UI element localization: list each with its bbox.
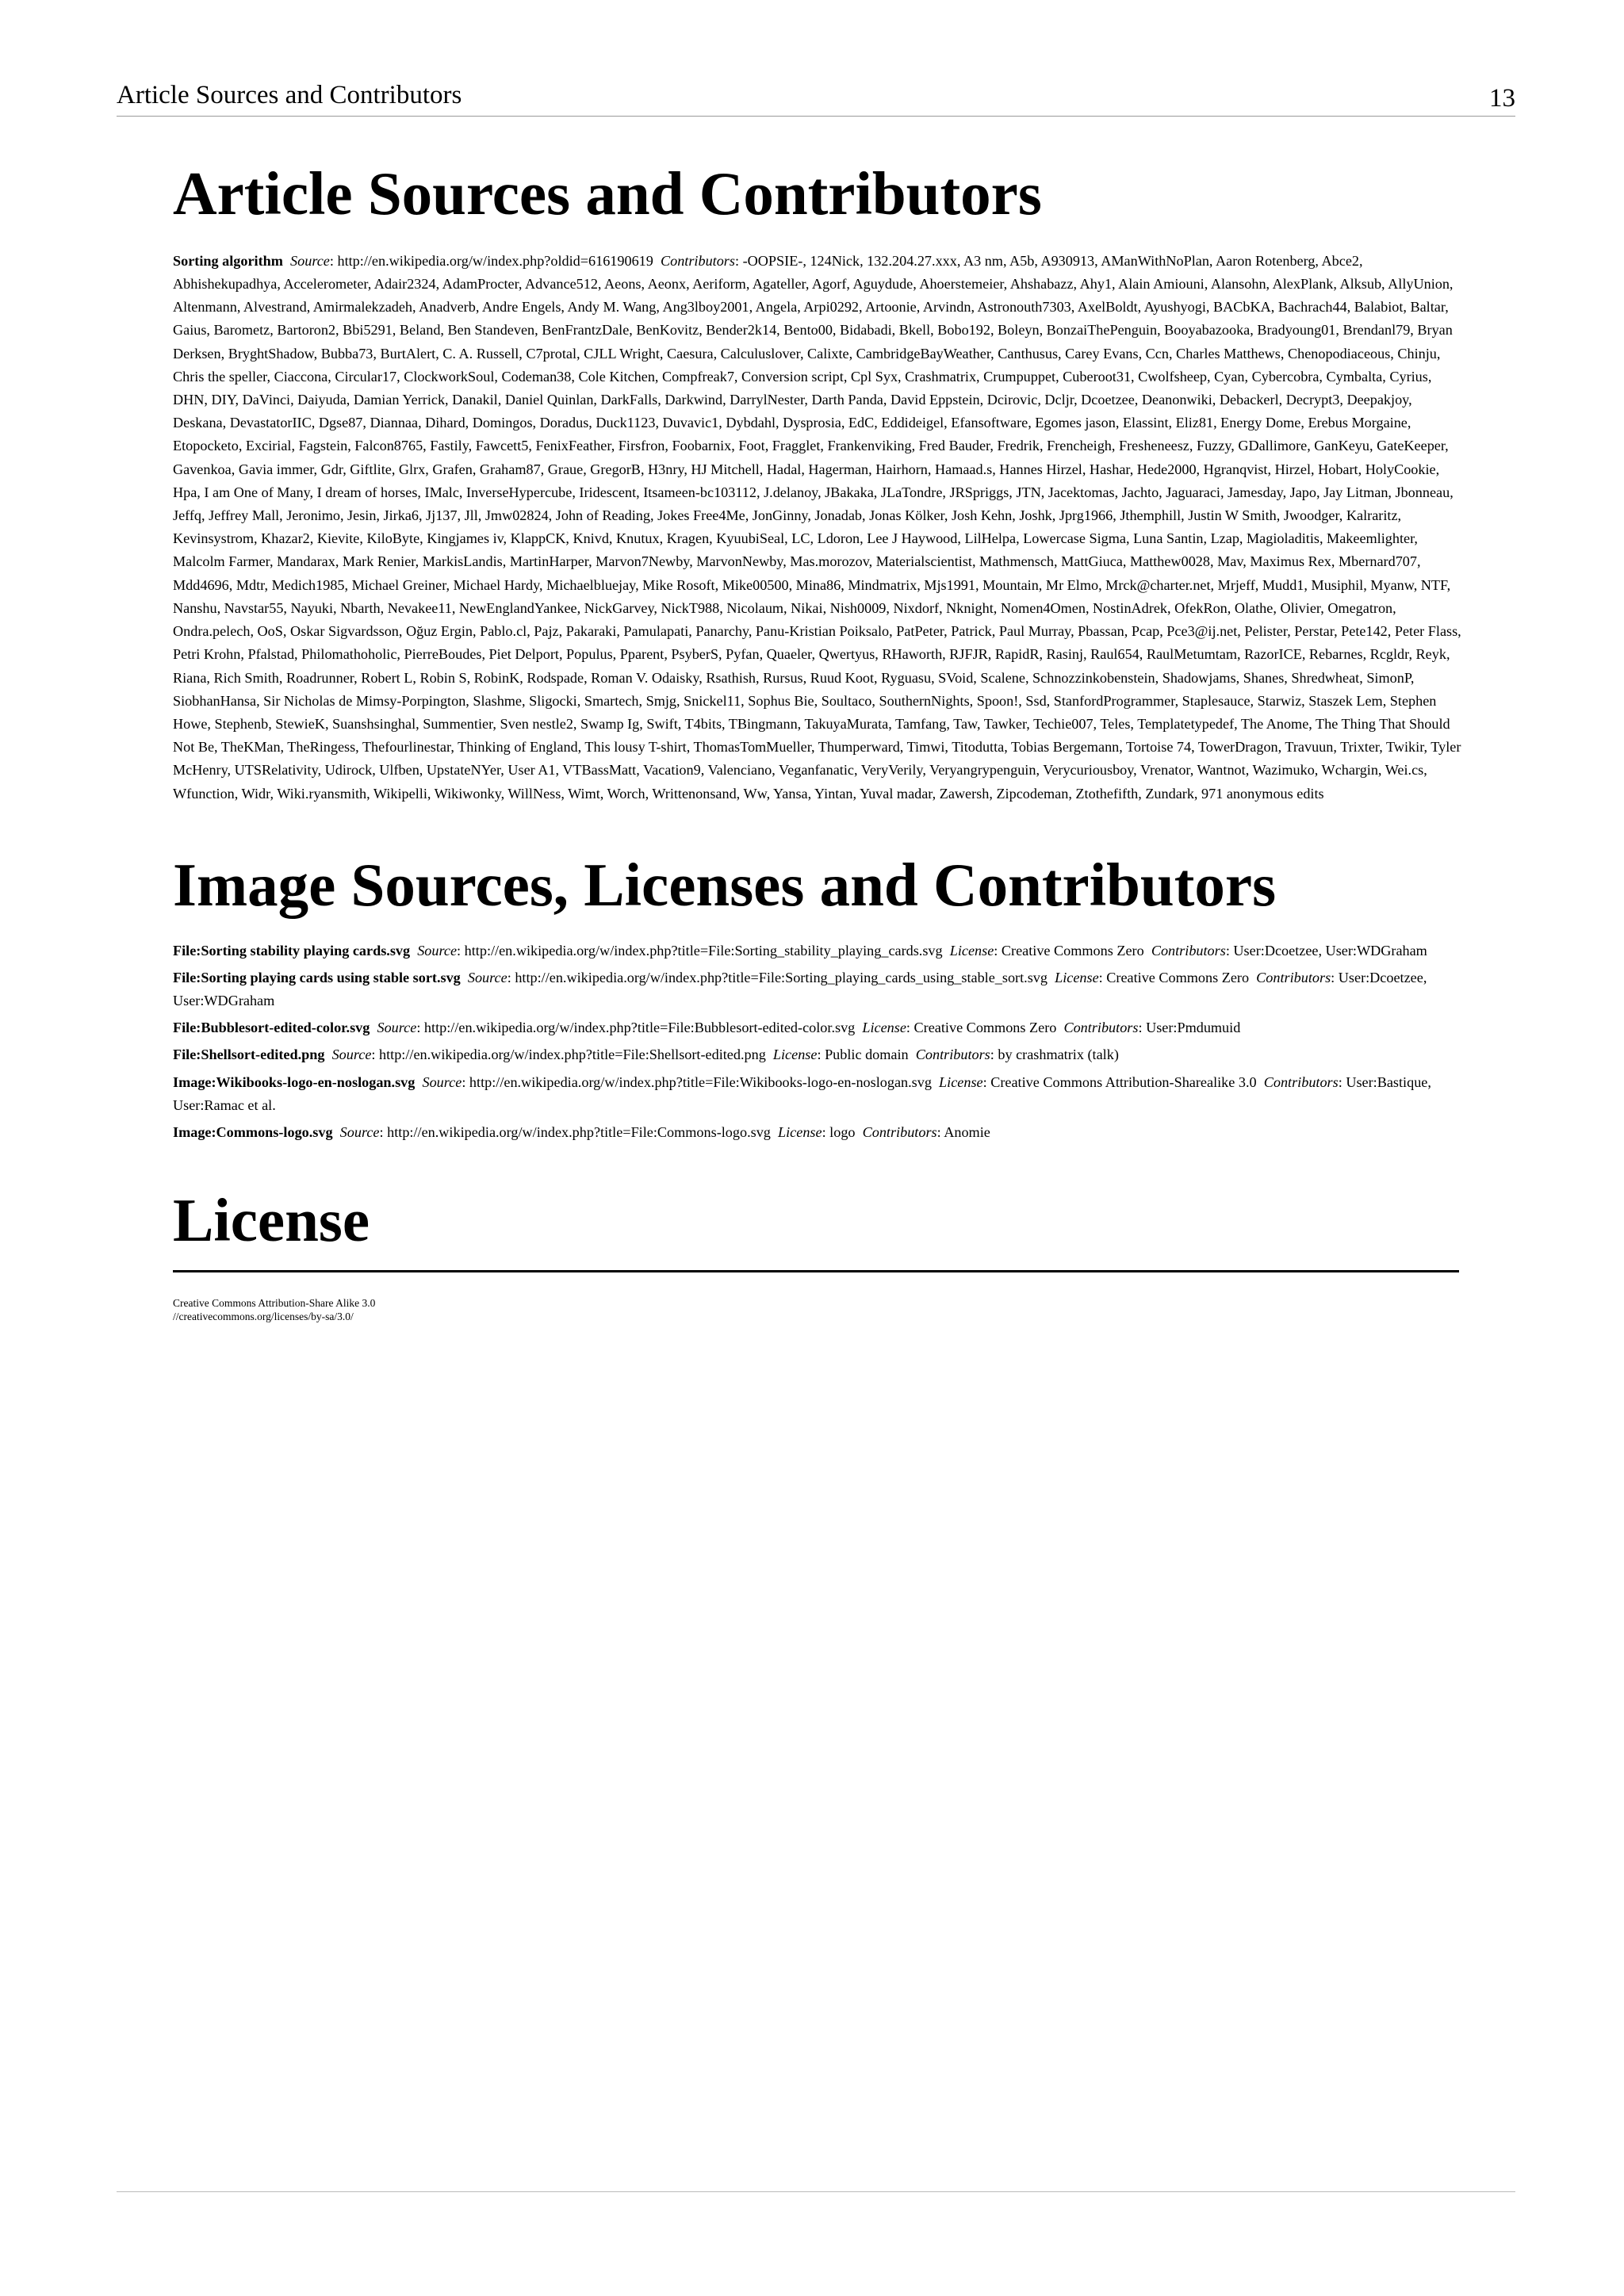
image-source-url: http://en.wikipedia.org/w/index.php?title=File:Bubblesort-edited-color.svg — [423, 1020, 856, 1036]
license-url: //creativecommons.org/licenses/by-sa/3.0/ — [173, 1311, 354, 1323]
contributors-label: Contributors — [1151, 942, 1226, 959]
source-label: Source — [422, 1073, 462, 1090]
image-source-entry: File:Bubblesort-edited-color.svg Source: http://en.wikipedia.org/w/index.php?title=File:Bubblesort-edited-color.svg License: Creative Commons Zero Contributors: User:Pmdumuid — [173, 1020, 1241, 1036]
image-contributors: User:Dcoetzee, User:WDGraham — [1233, 942, 1427, 959]
page-content — [173, 159, 1465, 1323]
image-source-entry: Image:Wikibooks-logo-en-noslogan.svg Source: http://en.wikipedia.org/w/index.php?title=File:Wikibooks-logo-en-noslogan.svg License: Creative Commons Attribution-Sharealike 3.0 Contributors: User:Bastique, User:Ramac et al. — [173, 1073, 1431, 1113]
license-name: Creative Commons Attribution-Share Alike 3.0 — [173, 1297, 376, 1310]
contributors-label: Contributors — [1263, 1073, 1339, 1090]
image-source-entry: File:Shellsort-edited.png Source: http://en.wikipedia.org/w/index.php?title=File:Shellsort-edited.png License: Public domain Contributors: by crashmatrix (talk) — [173, 1047, 1119, 1063]
running-header — [117, 78, 1515, 117]
image-contributors: User:Dcoetzee, User:WDGraham — [173, 969, 1427, 1008]
image-name: File:Sorting stability playing cards.svg — [173, 942, 411, 959]
license-text — [173, 1296, 1465, 1323]
article-sources-heading: Article Sources and Contributors — [173, 159, 1042, 228]
image-license: logo — [829, 1123, 856, 1140]
image-license: Creative Commons Zero — [914, 1020, 1057, 1036]
contributors-label: Contributors — [1256, 969, 1331, 985]
source-label: Source — [339, 1123, 380, 1140]
image-contributors: Anomie — [944, 1123, 990, 1140]
article-source-entry: Sorting algorithm Source: http://en.wikipedia.org/w/index.php?oldid=616190619 Contributors: -OOPSIE-, 124Nick, 132.204.27.xxx, A3 nm, A5b, A930913, AManWithNoPlan, Aaron Rotenberg, Abce2, Abhishekupadhya, Accelerometer, Adair2324, AdamProcter, Advance512, Aeons, Aeonx, Aeriform, Agateller, Agorf, Aguydude, Ahoerstemeier, Ahshabazz, Ahy1, Alain Amiouni, Alansohn, AlexPlank, Alksub, AllyUnion, Altenmann, Alvestrand, Amirmalekzadeh, Anadverb, Andre Engels, Andy M. Wang, Ang3lboy2001, Angela, Arpi0292, Artoonie, Arvindn, Astronouth7303, AxelBoldt, Ayushyogi, BACbKA, Bachrach44, Balabiot, Baltar, Gaius, Barometz, Bartoron2, Bbi5291, Beland, Ben Standeven, BenFrantzDale, BenKovitz, Bender2k14, Bento00, Bidabadi, Bkell, Bobo192, Boleyn, BonzaiThePenguin, Booyabazooka, Bradyoung01, Brendanl79, Bryan Derksen, BryghtShadow, Bubba73, BurtAlert, C. A. Russell, C7protal, CJLL Wright, Caesura, Calculuslover, Calixte, CambridgeBayWeather, Canthusus, Carey Evans, Ccn, Charles Matthews, Chenopodiaceous, Chinju, Chris the speller, Ciaccona, Circular17, ClockworkSoul, Codeman38, Cole Kitchen, Compfreak7, Conversion script, Cpl Syx, Crashmatrix, Crumpuppet, Cuberoot31, Cwolfsheep, Cyan, Cybercobra, Cymbalta, Cyrius, DHN, DIY, DaVinci, Daiyuda, Damian Yerrick, Danakil, Daniel Quinlan, DarkFalls, Darkwind, DarrylNester, Darth Panda, David Eppstein, Dcirovic, Dcljr, Dcoetzee, Deanonwiki, Debackerl, Decrypt3, Deepakjoy, Deskana, DevastatorIIC, Dgse87, Diannaa, Dihard, Domingos, Doradus, Duck1123, Duvavic1, Dybdahl, Dysprosia, EdC, Eddideigel, Efansoftware, Egomes jason, Elassint, Eliz81, Energy Dome, Erebus Morgaine, Etopocketo, Excirial, Fagstein, Falcon8765, Fastily, Fawcett5, FenixFeather, Firsfron, Foobarnix, Foot, Fragglet, Frankenviking, Fred Bauder, Fredrik, Frencheigh, Fresheneesz, Fuzzy, GDallimore, GanKeyu, GateKeeper, Gavenkoa, Gavia immer, Gdr, Giftlite, Glrx, Grafen, Graham87, Graue, GregorB, H3nry, HJ Mitchell, Hadal, Hagerman, Hairhorn, Hamaad.s, Hannes Hirzel, Hashar, Hede2000, Hgranqvist, Hirzel, Hobart, HolyCookie, Hpa, I am One of Many, I dream of horses, IMalc, InverseHypercube, Iridescent, Itsameen-bc103112, J.delanoy, JBakaka, JLaTondre, JRSpriggs, JTN, Jacektomas, Jachto, Jaguaraci, Jamesday, Japo, Jay Litman, Jbonneau, Jeffq, Jeffrey Mall, Jeronimo, Jesin, Jirka6, Jj137, Jll, Jmw02824, John of Reading, Jokes Free4Me, JonGinny, Jonadab, Jonas Kölker, Josh Kehn, Joshk, Jprg1966, Jthemphill, Justin W Smith, Jwoodger, Kalraritz, Kevinsystrom, Khazar2, Kievite, KiloByte, Kingjames iv, KlappCK, Knivd, Knutux, Kragen, KyuubiSeal, LC, Ldoron, Lee J Haywood, LilHelpa, Lowercase Sigma, Luna Santin, Lzap, Magioladitis, Makeemlighter, Malcolm Farmer, Mandarax, Mark Renier, MarkisLandis, MartinHarper, Marvon7Newby, MarvonNewby, Mas.morozov, Materialscientist, Mathmensch, MattGiuca, Matthew0028, Mav, Maximus Rex, Mbernard707, Mdd4696, Mdtr, Medich1985, Michael Greiner, Michael Hardy, Michaelbluejay, Mike Rosoft, Mike00500, Mina86, Mindmatrix, Mjs1991, Mountain, Mr Elmo, Mrck@charter.net, Mrjeff, Mudd1, Musiphil, Myanw, NTF, Nanshu, Navstar55, Nayuki, Nbarth, Nevakee11, NewEnglandYankee, NickGarvey, NickT988, Nicolaum, Nikai, Nish0009, Nixdorf, Nknight, Nomen4Omen, NostinAdrek, OfekRon, Olathe, Olivier, Omegatron, Ondra.pelech, OoS, Oskar Sigvardsson, Oğuz Ergin, Pablo.cl, Pajz, Pakaraki, Pamulapati, Panarchy, Panu-Kristian Poiksalo, PatPeter, Patrick, Paul Murray, Pbassan, Pcap, Pce3@ij.net, Pelister, Perstar, Pete142, Peter Flass, Petri Krohn, Pfalstad, Philomathoholic, PierreBoudes, Piet Delport, Populus, Pparent, PsyberS, Pyfan, Quaeler, Qwertyus, RHaworth, RJFJR, RapidR, Rasinj, Raul654, RaulMetumtam, RazorICE, Rebarnes, Rcgldr, Reyk, Riana, Rich Smith, Roadrunner, Robert L, Robin S, RobinK, Rodspade, Roman V. Odaisky, Rsathish, Rursus, Ruud Koot, Ryguasu, SVoid, Scalene, Schnozzinkobenstein, Shadowjams, Shanes, Shredwheat, SimonP, SiobhanHansa, Sir Nicholas de Mimsy-Porpington, Slashme, Sligocki, Smartech, Smjg, Snickel11, Sophus Bie, Soultaco, SouthernNights, Spoon!, Ssd, StanfordProgrammer, Staplesauce, Starwiz, Staszek Lem, Stephen Howe, Stephenb, StewieK, Suanshsinghal, Summentier, Sven nestle2, Swamp Ig, Swift, T4bits, TBingmann, TakuyaMurata, Tamfang, Taw, Tawker, Techie007, Teles, Templatetypedef, The Anome, The Thing That Should Not Be, TheKMan, TheRingess, Thefourlinestar, Thinking of England, This lousy T-shirt, ThomasTomMueller, Thumperward, Timwi, Titodutta, Tobias Bergemann, Tortoise 74, TowerDragon, Travuun, Trixter, Twikir, Tyler McHenry, UTSRelativity, Udirock, Ulfben, UpstateNYer, User A1, VTBassMatt, Vacation9, Valenciano, Veganfanatic, VeryVerily, Veryangrypenguin, Verycuriousboy, Vrenator, Wantnot, Wazimuko, Wchargin, Wei.cs, Wfunction, Widr, Wiki.ryansmith, Wikipelli, Wikiwonky, WillNess, Wimt, Worch, Writtenonsand, Ww, Yansa, Yintan, Yuval madar, Zawersh, Zipcodeman, Ztothefifth, Zundark, 971 anonymous edits — [173, 252, 1461, 802]
contributors-label: Contributors — [1063, 1020, 1139, 1036]
license-label: License — [862, 1020, 906, 1036]
license-label: License — [949, 942, 994, 959]
license-heading: License — [173, 1186, 370, 1255]
license-label: License — [778, 1123, 822, 1140]
source-label: Source — [417, 942, 458, 959]
image-name: File:Sorting playing cards using stable sort.svg — [173, 969, 461, 985]
image-license: Creative Commons Zero — [1001, 942, 1144, 959]
image-source-url: http://en.wikipedia.org/w/index.php?title=File:Shellsort-edited.png — [379, 1047, 766, 1063]
image-license: Creative Commons Zero — [1106, 969, 1250, 985]
image-name: Image:Wikibooks-logo-en-noslogan.svg — [173, 1073, 416, 1090]
contributors-label: Contributors — [862, 1123, 937, 1140]
source-label: Source — [467, 969, 508, 985]
image-source-url: http://en.wikipedia.org/w/index.php?title=File:Commons-logo.svg — [387, 1123, 771, 1140]
image-name: File:Bubblesort-edited-color.svg — [173, 1020, 370, 1036]
image-sources-heading: Image Sources, Licenses and Contributors — [173, 850, 1277, 919]
license-divider — [173, 1270, 1459, 1272]
image-contributors: by crashmatrix (talk) — [998, 1047, 1119, 1063]
source-label: Source — [331, 1047, 372, 1063]
contributors-label: Contributors — [660, 252, 735, 269]
image-name: File:Shellsort-edited.png — [173, 1047, 325, 1063]
image-source-entry: File:Sorting playing cards using stable sort.svg Source: http://en.wikipedia.org/w/index.php?title=File:Sorting_playing_cards_using_stable_sort.svg License: Creative Commons Zero Contributors: User:Dcoetzee, User:WDGraham — [173, 969, 1427, 1008]
article-name: Sorting algorithm — [173, 252, 283, 269]
image-license: Creative Commons Attribution-Sharealike 3.0 — [990, 1073, 1257, 1090]
footer-divider — [117, 2191, 1515, 2192]
license-label: License — [1055, 969, 1099, 985]
image-license: Public domain — [825, 1047, 909, 1063]
image-name: Image:Commons-logo.svg — [173, 1123, 333, 1140]
running-header-title: Article Sources and Contributors — [117, 81, 462, 109]
image-source-entry: Image:Commons-logo.svg Source: http://en.wikipedia.org/w/index.php?title=File:Commons-logo.svg License: logo Contributors: Anomie — [173, 1123, 990, 1140]
license-label: License — [772, 1047, 818, 1063]
image-contributors: User:Bastique, User:Ramac et al. — [173, 1073, 1431, 1113]
page-number: 13 — [1489, 84, 1515, 113]
image-contributors: User:Pmdumuid — [1146, 1020, 1241, 1036]
image-source-url: http://en.wikipedia.org/w/index.php?title=File:Wikibooks-logo-en-noslogan.svg — [469, 1073, 932, 1090]
image-source-url: http://en.wikipedia.org/w/index.php?title=File:Sorting_playing_cards_using_stable_sort.svg — [515, 969, 1048, 985]
license-label: License — [939, 1073, 983, 1090]
source-label: Source — [377, 1020, 417, 1036]
image-source-url: http://en.wikipedia.org/w/index.php?title=File:Sorting_stability_playing_cards.svg — [464, 942, 943, 959]
contributors-label: Contributors — [915, 1047, 990, 1063]
image-source-entry: File:Sorting stability playing cards.svg Source: http://en.wikipedia.org/w/index.php?title=File:Sorting_stability_playing_cards.svg License: Creative Commons Zero Contributors: User:Dcoetzee, User:WDGraham — [173, 942, 1427, 959]
source-label: Source — [290, 252, 330, 269]
article-contributors: -OOPSIE-, 124Nick, 132.204.27.xxx, A3 nm, A5b, A930913, AManWithNoPlan, Aaron Rotenberg, Abce2, Abhishekupadhya, Accelerometer, Adair2324, AdamProcter, Advance512, Aeons, Aeonx, Aeriform, Agateller, Agorf, Aguydude, Ahoerstemeier, Ahshabazz, Ahy1, Alain Amiouni, Alansohn, AlexPlank, Alksub, AllyUnion, Altenmann, Alvestrand, Amirmalekzadeh, Anadverb, Andre Engels, Andy M. Wang, Ang3lboy2001, Angela, Arpi0292, Artoonie, Arvindn, Astronouth7303, AxelBoldt, Ayushyogi, BACbKA, Bachrach44, Balabiot, Baltar, Gaius, Barometz, Bartoron2, Bbi5291, Beland, Ben Standeven, BenFrantzDale, BenKovitz, Bender2k14, Bento00, Bidabadi, Bkell, Bobo192, Boleyn, BonzaiThePenguin, Booyabazooka, Bradyoung01, Brendanl79, Bryan Derksen, BryghtShadow, Bubba73, BurtAlert, C. A. Russell, C7protal, CJLL Wright, Caesura, Calculuslover, Calixte, CambridgeBayWeather, Canthusus, Carey Evans, Ccn, Charles Matthews, Chenopodiaceous, Chinju, Chris the speller, Ciaccona, Circular17, ClockworkSoul, Codeman38, Cole Kitchen, Compfreak7, Conversion script, Cpl Syx, Crashmatrix, Crumpuppet, Cuberoot31, Cwolfsheep, Cyan, Cybercobra, Cymbalta, Cyrius, DHN, DIY, DaVinci, Daiyuda, Damian Yerrick, Danakil, Daniel Quinlan, DarkFalls, Darkwind, DarrylNester, Darth Panda, David Eppstein, Dcirovic, Dcljr, Dcoetzee, Deanonwiki, Debackerl, Decrypt3, Deepakjoy, Deskana, DevastatorIIC, Dgse87, Diannaa, Dihard, Domingos, Doradus, Duck1123, Duvavic1, Dybdahl, Dysprosia, EdC, Eddideigel, Efansoftware, Egomes jason, Elassint, Eliz81, Energy Dome, Erebus Morgaine, Etopocketo, Excirial, Fagstein, Falcon8765, Fastily, Fawcett5, FenixFeather, Firsfron, Foobarnix, Foot, Fragglet, Frankenviking, Fred Bauder, Fredrik, Frencheigh, Fresheneesz, Fuzzy, GDallimore, GanKeyu, GateKeeper, Gavenkoa, Gavia immer, Gdr, Giftlite, Glrx, Grafen, Graham87, Graue, GregorB, H3nry, HJ Mitchell, Hadal, Hagerman, Hairhorn, Hamaad.s, Hannes Hirzel, Hashar, Hede2000, Hgranqvist, Hirzel, Hobart, HolyCookie, Hpa, I am One of Many, I dream of horses, IMalc, InverseHypercube, Iridescent, Itsameen-bc103112, J.delanoy, JBakaka, JLaTondre, JRSpriggs, JTN, Jacektomas, Jachto, Jaguaraci, Jamesday, Japo, Jay Litman, Jbonneau, Jeffq, Jeffrey Mall, Jeronimo, Jesin, Jirka6, Jj137, Jll, Jmw02824, John of Reading, Jokes Free4Me, JonGinny, Jonadab, Jonas Kölker, Josh Kehn, Joshk, Jprg1966, Jthemphill, Justin W Smith, Jwoodger, Kalraritz, Kevinsystrom, Khazar2, Kievite, KiloByte, Kingjames iv, KlappCK, Knivd, Knutux, Kragen, KyuubiSeal, LC, Ldoron, Lee J Haywood, LilHelpa, Lowercase Sigma, Luna Santin, Lzap, Magioladitis, Makeemlighter, Malcolm Farmer, Mandarax, Mark Renier, MarkisLandis, MartinHarper, Marvon7Newby, MarvonNewby, Mas.morozov, Materialscientist, Mathmensch, MattGiuca, Matthew0028, Mav, Maximus Rex, Mbernard707, Mdd4696, Mdtr, Medich1985, Michael Greiner, Michael Hardy, Michaelbluejay, Mike Rosoft, Mike00500, Mina86, Mindmatrix, Mjs1991, Mountain, Mr Elmo, Mrck@charter.net, Mrjeff, Mudd1, Musiphil, Myanw, NTF, Nanshu, Navstar55, Nayuki, Nbarth, Nevakee11, NewEnglandYankee, NickGarvey, NickT988, Nicolaum, Nikai, Nish0009, Nixdorf, Nknight, Nomen4Omen, NostinAdrek, OfekRon, Olathe, Olivier, Omegatron, Ondra.pelech, OoS, Oskar Sigvardsson, Oğuz Ergin, Pablo.cl, Pajz, Pakaraki, Pamulapati, Panarchy, Panu-Kristian Poiksalo, PatPeter, Patrick, Paul Murray, Pbassan, Pcap, Pce3@ij.net, Pelister, Perstar, Pete142, Peter Flass, Petri Krohn, Pfalstad, Philomathoholic, PierreBoudes, Piet Delport, Populus, Pparent, PsyberS, Pyfan, Quaeler, Qwertyus, RHaworth, RJFJR, RapidR, Rasinj, Raul654, RaulMetumtam, RazorICE, Rebarnes, Rcgldr, Reyk, Riana, Rich Smith, Roadrunner, Robert L, Robin S, RobinK, Rodspade, Roman V. Odaisky, Rsathish, Rursus, Ruud Koot, Ryguasu, SVoid, Scalene, Schnozzinkobenstein, Shadowjams, Shanes, Shredwheat, SimonP, SiobhanHansa, Sir Nicholas de Mimsy-Porpington, Slashme, Sligocki, Smartech, Smjg, Snickel11, Sophus Bie, Soultaco, SouthernNights, Spoon!, Ssd, StanfordProgrammer, Staplesauce, Starwiz, Staszek Lem, Stephen Howe, Stephenb, StewieK, Suanshsinghal, Summentier, Sven nestle2, Swamp Ig, Swift, T4bits, TBingmann, TakuyaMurata, Tamfang, Taw, Tawker, Techie007, Teles, Templatetypedef, The Anome, The Thing That Should Not Be, TheKMan, TheRingess, Thefourlinestar, Thinking of England, This lousy T-shirt, ThomasTomMueller, Thumperward, Timwi, Titodutta, Tobias Bergemann, Tortoise 74, TowerDragon, Travuun, Trixter, Twikir, Tyler McHenry, UTSRelativity, Udirock, Ulfben, UpstateNYer, User A1, VTBassMatt, Vacation9, Valenciano, Veganfanatic, VeryVerily, Veryangrypenguin, Verycuriousboy, Vrenator, Wantnot, Wazimuko, Wchargin, Wei.cs, Wfunction, Widr, Wiki.ryansmith, Wikipelli, Wikiwonky, WillNess, Wimt, Worch, Writtenonsand, Ww, Yansa, Yintan, Yuval madar, Zawersh, Zipcodeman, Ztothefifth, Zundark, 971 anonymous edits — [173, 252, 1461, 802]
article-source-url: http://en.wikipedia.org/w/index.php?oldid=616190619 — [337, 252, 653, 269]
